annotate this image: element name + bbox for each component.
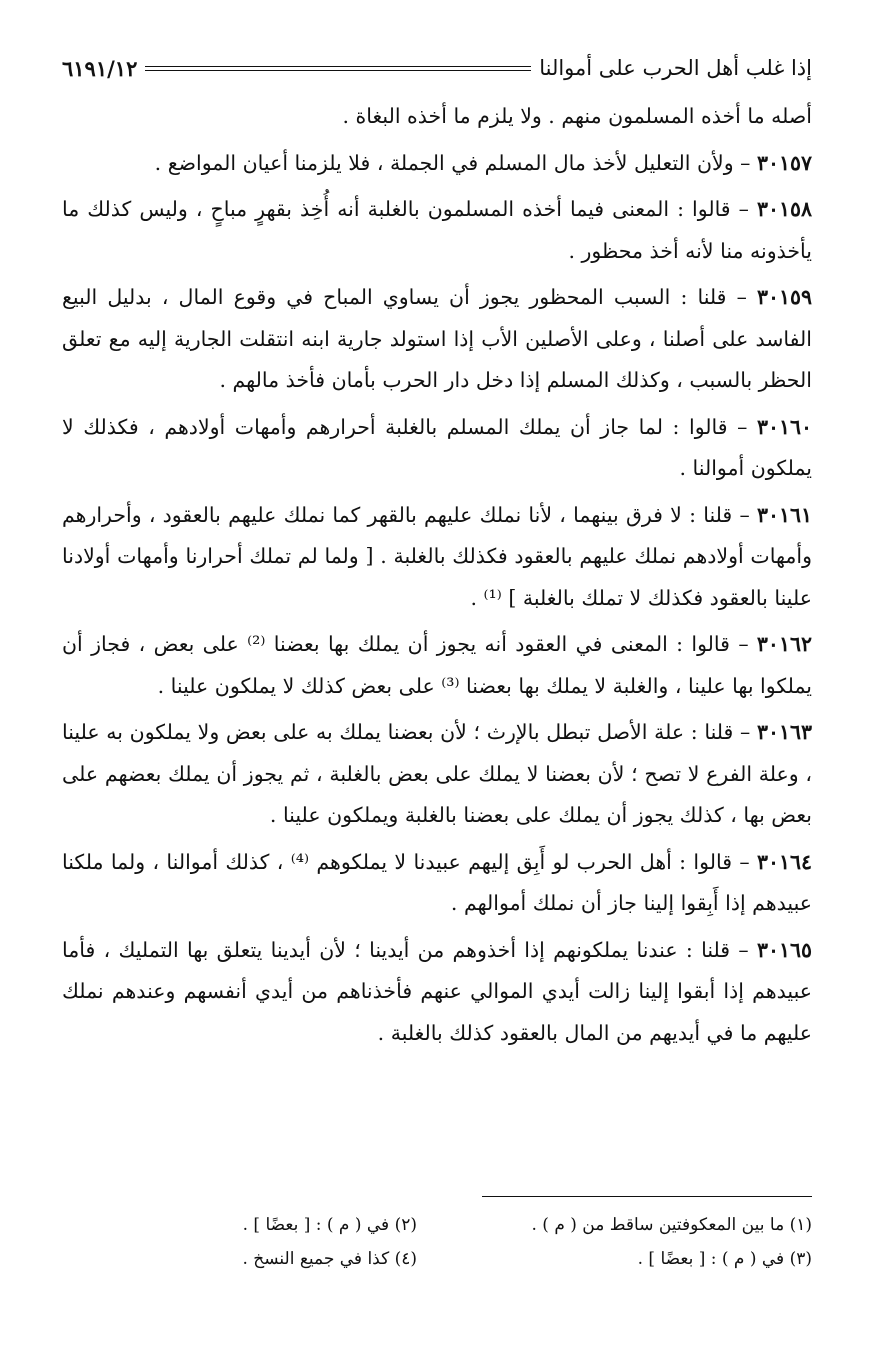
header-rule [145, 66, 531, 71]
paragraph-text: – قالوا : المعنى فيما أخذه المسلمون بالغلبة أنه أُخِذ بقهرٍ مباحٍ ، وليس كذلك ما يأخذونه منا لأنه أخذ محظور . [62, 197, 812, 263]
paragraph [62, 842, 812, 925]
paragraph [62, 930, 812, 1055]
paragraph-number: ٣٠١٦٠ [756, 414, 812, 439]
document-page [62, 48, 813, 1269]
header-title: إذا غلب أهل الحرب على أموالنا [539, 56, 812, 80]
paragraph-text: أصله ما أخذه المسلمون منهم . ولا يلزم ما أخذه البغاة . [342, 104, 812, 128]
footnote: (٣) في ( م ) : [ بعضًا ] . [637, 1249, 812, 1269]
footnotes [62, 1208, 812, 1276]
paragraph-number: ٣٠١٦٣ [756, 720, 812, 744]
footnote: (٢) في ( م ) : [ بعضًا ] . [242, 1215, 417, 1235]
paragraph [62, 143, 812, 185]
paragraph-text: – قالوا : أهل الحرب لو أَبِق إليهم عبيدنا لا يملكوهم ⁽⁴⁾ ، كذلك أموالنا ، ولما ملكنا عبيدهم إذا أَبِقوا إلينا جاز أن نملك أموالهم . [62, 849, 812, 915]
paragraph-number: ٣٠١٥٨ [756, 197, 812, 221]
paragraph-number: ٣٠١٥٧ [756, 150, 812, 175]
paragraph [62, 189, 812, 272]
footnote: (١) ما بين المعكوفتين ساقط من ( م ) . [531, 1215, 812, 1235]
page-number: ٦١٩١/١٢ [62, 55, 138, 81]
paragraph [62, 624, 812, 707]
paragraph-number: ٣٠١٦٢ [756, 632, 812, 656]
paragraph-text: – قلنا : عندنا يملكونهم إذا أخذوهم من أيدينا ؛ لأن أيدينا يتعلق بها التمليك ، فأما عبيدهم إذا أبقوا إلينا زالت أيدي الموالي عنهم فأخذناهم من أيدي أنفسهم وعندهم نملك عليهم ما في أيديهم من المال بالعقود كذلك بالغلبة . [62, 937, 813, 1045]
paragraph-number: ٣٠١٦٤ [756, 849, 812, 874]
paragraph-text: – قلنا : علة الأصل تبطل بالإرث ؛ لأن بعضنا يملك به على بعض ولا يملكون به علينا ، وعلة الفرع لا تصح ؛ لأن بعضنا لا يملك على بعض بالغلبة ، ثم يجوز أن يملك بعضهم على بعض بها ، كذلك يجوز أن يملك على بعضنا بالغلبة ويملكون علينا . [62, 720, 812, 827]
paragraph-number: ٣٠١٥٩ [756, 285, 812, 309]
paragraph-text: – قالوا : المعنى في العقود أنه يجوز أن يملك بها بعضنا ⁽²⁾ على بعض ، فجاز أن يملكوا بها علينا ، والغلبة لا يملك بها بعضنا ⁽³⁾ على بعض كذلك لا يملكون علينا . [62, 632, 812, 698]
running-header [62, 48, 812, 88]
footnote-divider [482, 1196, 812, 1197]
paragraph [62, 277, 812, 402]
body-text [62, 96, 812, 1054]
paragraph-text: – قلنا : لا فرق بينهما ، لأنا نملك عليهم بالقهر كما نملك عليهم بالعقود ، وأحرارهم وأمهات أولادهم نملك عليهم بالعقود فكذلك بالغلبة . [ ولما لم تملك أحرارنا وأمهات أولادنا علينا بالعقود فكذلك لا تملك بالغلبة ] ⁽¹⁾ . [62, 502, 812, 610]
paragraph-number: ٣٠١٦١ [756, 502, 812, 527]
paragraph [62, 96, 812, 138]
paragraph [62, 407, 812, 490]
paragraph-text: – قالوا : لما جاز أن يملك المسلم بالغلبة أحرارهم وأمهات أولادهم ، فكذلك لا يملكون أموالنا . [62, 414, 812, 480]
paragraph-number: ٣٠١٦٥ [756, 937, 812, 962]
paragraph [62, 712, 812, 837]
paragraph [62, 495, 812, 620]
paragraph-text: – قلنا : السبب المحظور يجوز أن يساوي المباح في وقوع المال ، بدليل البيع الفاسد على أصلنا ، وعلى الأصلين الأب إذا استولد جارية ابنه انتقلت الجارية إليه مع تعلق الحظر بالسبب ، وكذلك المسلم إذا دخل دار الحرب بأمان فأخذ مالهم . [62, 285, 812, 392]
paragraph-text: – ولأن التعليل لأخذ مال المسلم في الجملة ، فلا يلزمنا أعيان المواضع . [154, 150, 757, 175]
footnote: (٤) كذا في جميع النسخ . [242, 1249, 417, 1269]
